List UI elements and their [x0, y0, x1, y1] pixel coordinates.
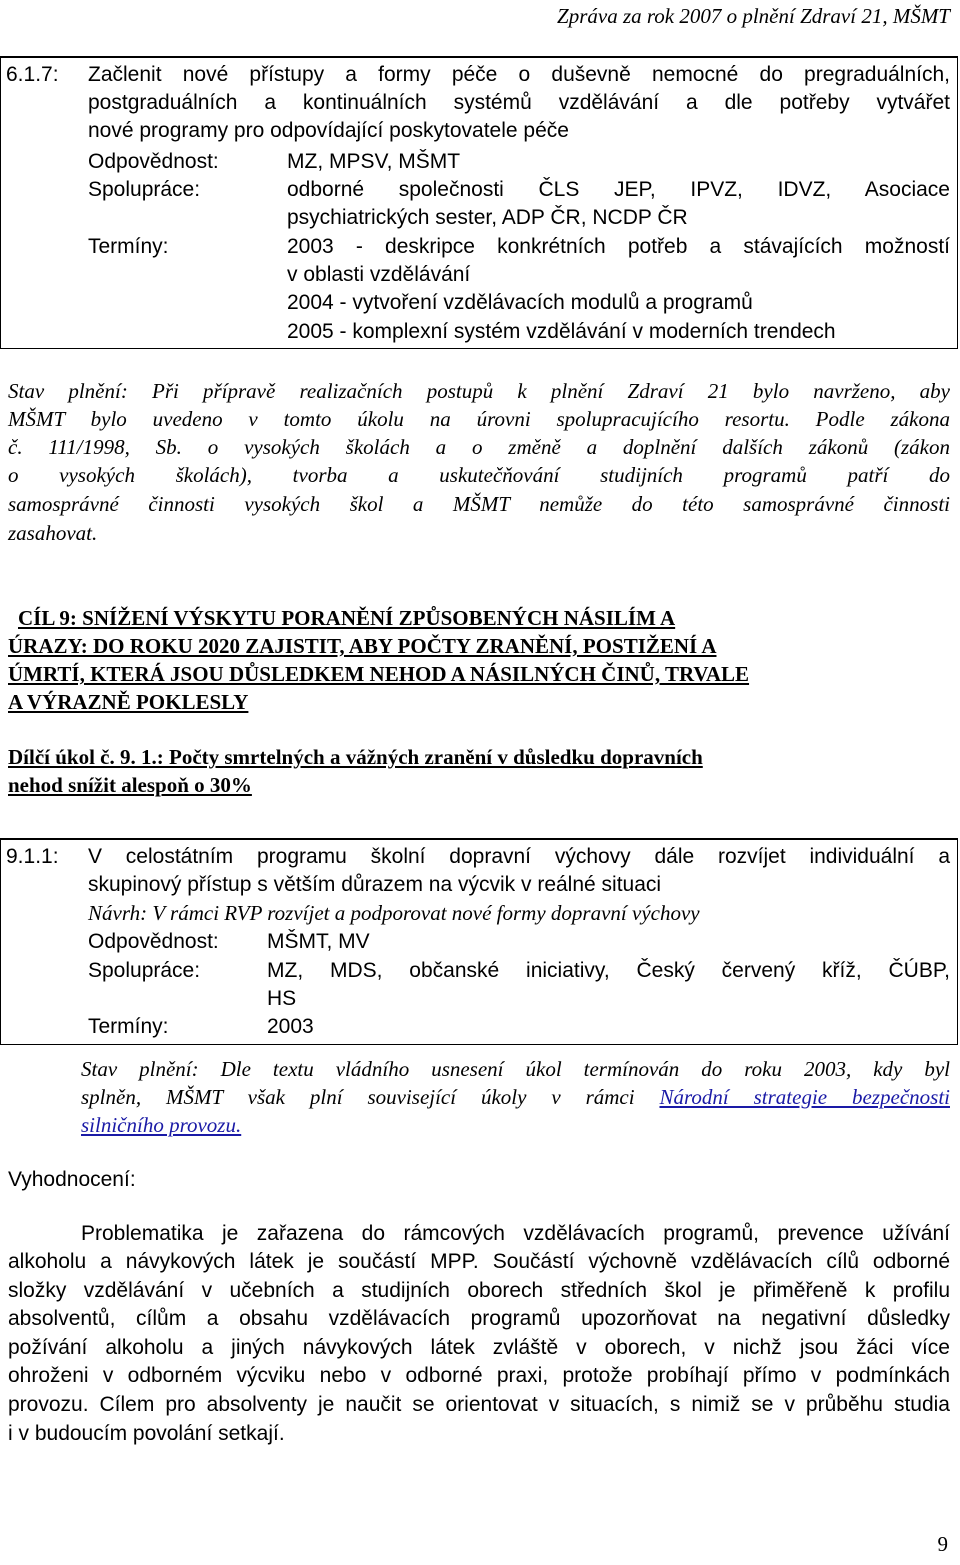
task-text-line: postgraduálních a kontinuálních systémů vzdělávání a dle potřeby vytvářet	[88, 91, 950, 114]
terms-value: 2003	[267, 1015, 314, 1038]
status-text-line	[81, 1083, 950, 1111]
status-text-line: MŠMT bylo uvedeno v tomto úkolu na úrovni spolupracujícího resortu. Podle zákona	[8, 407, 950, 431]
page-header: Zpráva za rok 2007 o plnění Zdraví 21, MŠMT	[557, 4, 950, 28]
cooperation-value: psychiatrických sester, ADP ČR, NCDP ČR	[287, 206, 688, 229]
goal-heading-line: ÚRAZY: DO ROKU 2020 ZAJISTIT, ABY POČTY ZRANĚNÍ, POSTIŽENÍ A	[8, 634, 717, 658]
goal-heading-line: CÍL 9: SNÍŽENÍ VÝSKYTU PORANĚNÍ ZPŮSOBENÝCH NÁSILÍM A	[18, 606, 676, 630]
evaluation-text-line: provozu. Cílem pro absolventy je naučit se orientovat v situacích, s nimiž se v průběhu studia	[8, 1393, 950, 1416]
terms-label: Termíny:	[88, 1015, 169, 1038]
terms-value: 2005 - komplexní systém vzdělávání v moderních trendech	[287, 320, 836, 343]
task-id: 9.1.1:	[6, 845, 59, 868]
terms-value: v oblasti vzdělávání	[287, 263, 471, 286]
task-text-line: Začlenit nové přístupy a formy péče o duševně nemocné do pregraduálních,	[88, 63, 950, 86]
responsibility-label: Odpovědnost:	[88, 150, 219, 173]
strategy-link-continued[interactable]	[81, 1111, 241, 1139]
status-text-line: Stav plnění: Dle textu vládního usnesení úkol termínován do roku 2003, kdy byl	[81, 1057, 950, 1081]
status-text: splněn, MŠMT však plní související úkoly v rámci	[81, 1085, 660, 1109]
responsibility-value: MZ, MPSV, MŠMT	[287, 150, 461, 173]
page-number: 9	[937, 1532, 948, 1556]
evaluation-text-line: složky vzdělávání v učebních a studijních oborech středních škol je přiměřeně k profilu	[8, 1279, 950, 1302]
subtask-heading-line: nehod snížit alespoň o 30%	[8, 773, 252, 797]
evaluation-text-line: i v budoucím povolání setkají.	[8, 1422, 285, 1445]
strategy-link[interactable]: Národní strategie bezpečnosti	[659, 1085, 950, 1109]
task-text-line: skupinový přístup s větším důrazem na výcvik v reálné situaci	[88, 873, 662, 896]
cooperation-value: MZ, MDS, občanské iniciativy, Český červený kříž, ČÚBP,	[267, 959, 950, 982]
goal-heading-line: A VÝRAZNĚ POKLESLY	[8, 690, 249, 714]
terms-label: Termíny:	[88, 235, 169, 258]
task-text-line: nové programy pro odpovídající poskytovatele péče	[88, 119, 569, 142]
task-id: 6.1.7:	[6, 63, 59, 86]
subtask-heading-line: Dílčí úkol č. 9. 1.: Počty smrtelných a vážných zranění v důsledku dopravních	[8, 745, 703, 769]
cooperation-label: Spolupráce:	[88, 959, 201, 982]
evaluation-text-line: požívání alkoholu a jiných návykových látek zvláště v oborech, v nichž jsou žáci více	[8, 1336, 950, 1359]
terms-value: 2004 - vytvoření vzdělávacích modulů a programů	[287, 291, 753, 314]
responsibility-value: MŠMT, MV	[267, 930, 370, 953]
status-text-line: o vysokých školách), tvorba a uskutečňování studijních programů patří do	[8, 463, 950, 487]
evaluation-text-line: ohroženi v odborném výcviku nebo v odborné praxi, protože probíhají přímo v podmínkách	[8, 1364, 950, 1387]
cooperation-label: Spolupráce:	[88, 178, 201, 201]
status-text-line: samosprávné činnosti vysokých škol a MŠMT nemůže do této samosprávné činnosti	[8, 492, 950, 516]
goal-heading-line: ÚMRTÍ, KTERÁ JSOU DŮSLEDKEM NEHOD A NÁSILNÝCH ČINŮ, TRVALE	[8, 662, 750, 686]
responsibility-label: Odpovědnost:	[88, 930, 219, 953]
evaluation-label: Vyhodnocení:	[8, 1168, 136, 1191]
evaluation-text-line: alkoholu a návykových látek je součástí MPP. Součástí výchovně vzdělávacích cílů odborné	[8, 1250, 950, 1273]
status-text-line: Stav plnění: Při přípravě realizačních postupů k plnění Zdraví 21 bylo navrženo, aby	[8, 379, 950, 403]
strategy-link[interactable]: silničního provozu.	[81, 1113, 242, 1137]
proposal-text: Návrh: V rámci RVP rozvíjet a podporovat nové formy dopravní výchovy	[88, 901, 700, 925]
cooperation-value: HS	[267, 987, 297, 1010]
cooperation-value: odborné společnosti ČLS JEP, IPVZ, IDVZ, Asociace	[287, 178, 950, 201]
terms-value: 2003 - deskripce konkrétních potřeb a stávajících možností	[287, 235, 950, 258]
status-text-line: zasahovat.	[8, 521, 98, 545]
evaluation-text-line: Problematika je zařazena do rámcových vzdělávacích programů, prevence užívání	[81, 1222, 950, 1245]
task-text-line: V celostátním programu školní dopravní výchovy dále rozvíjet individuální a	[88, 845, 950, 868]
status-text-line: č. 111/1998, Sb. o vysokých školách a o změně a doplnění dalších zákonů (zákon	[8, 435, 950, 459]
evaluation-text-line: absolventů, cílům a obsahu vzdělávacích programů upozorňovat na negativní důsledky	[8, 1307, 950, 1330]
